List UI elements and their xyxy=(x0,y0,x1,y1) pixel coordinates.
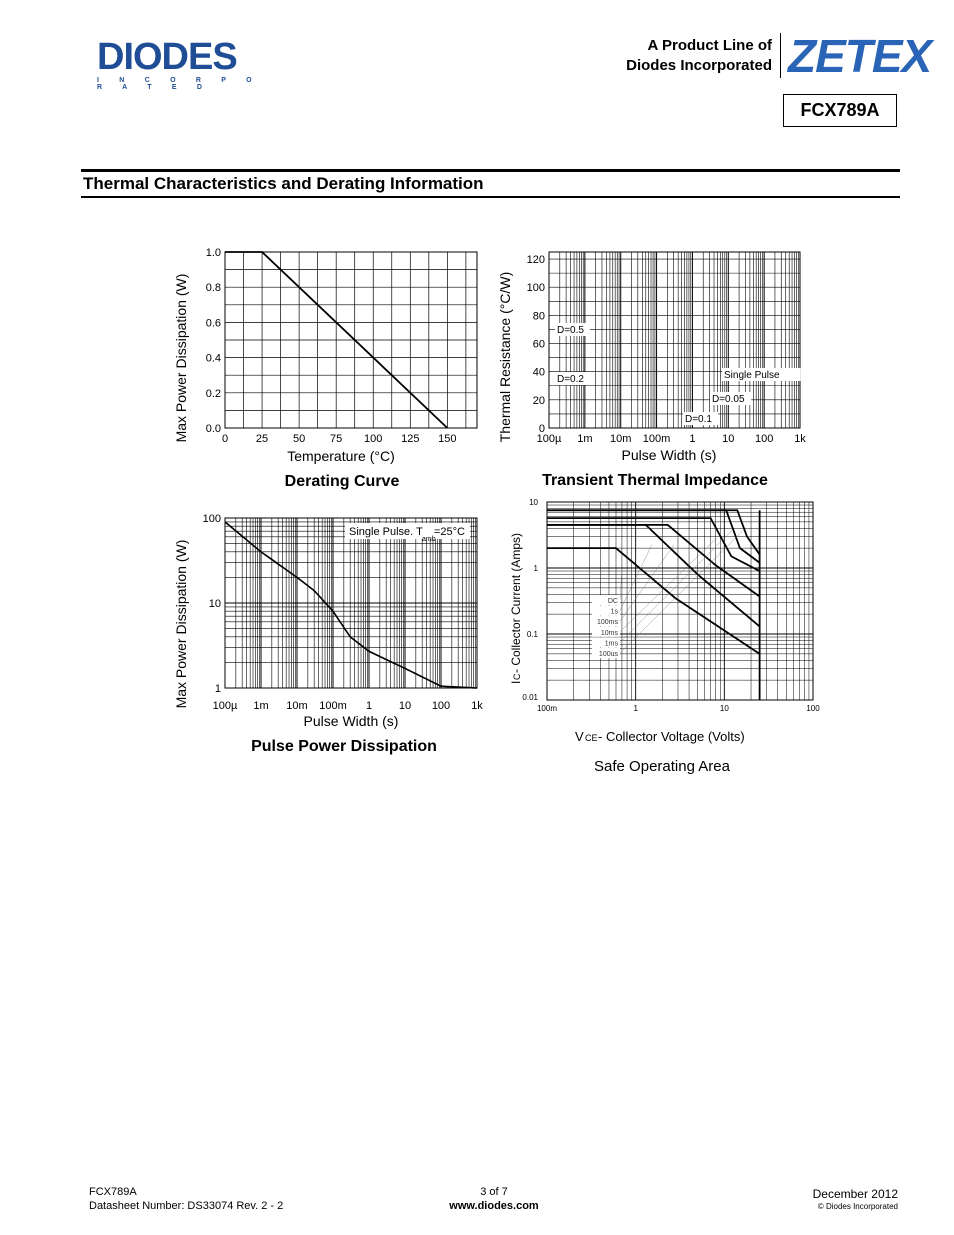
x-axis-label: Pulse Width (s) xyxy=(303,713,399,729)
y-tick-label: 40 xyxy=(532,366,545,379)
footer-url[interactable]: www.diodes.com xyxy=(449,1200,539,1212)
part-number-box: FCX789A xyxy=(783,94,897,127)
y-tick-label: 120 xyxy=(526,254,545,267)
chart-title: Pulse Power Dissipation xyxy=(251,738,437,755)
x-tick-label: 1m xyxy=(253,700,269,712)
x-axis-label: Temperature (°C) xyxy=(287,448,395,464)
x-axis-label-subscript: CE xyxy=(585,733,598,743)
annotation-tail: =25°C xyxy=(434,526,466,538)
footer-copyright: © Diodes Incorporated xyxy=(817,1202,898,1211)
x-tick-label: 1 xyxy=(633,704,638,713)
footer-page: 3 of 7 xyxy=(480,1186,508,1198)
x-tick-label: 100 xyxy=(754,433,774,445)
tagline-line2: Diodes Incorporated xyxy=(626,57,772,74)
y-axis-label: Max Power Dissipation (W) xyxy=(173,539,189,709)
series-label: D=0.2 xyxy=(557,374,584,385)
x-tick-label: 100 xyxy=(364,433,383,445)
section-title: Thermal Characteristics and Derating Information xyxy=(83,174,484,193)
x-tick-label: 10 xyxy=(398,700,412,712)
legend-leader-line xyxy=(620,538,717,632)
y-tick-label: 10 xyxy=(208,598,221,610)
x-tick-label: 150 xyxy=(438,433,457,445)
series-line xyxy=(547,525,760,627)
y-tick-label: 1 xyxy=(214,683,221,695)
diodes-logo-subtext: I N C O R P O R A T E D xyxy=(97,77,261,91)
pulse-power-dissipation-chart xyxy=(173,513,483,755)
x-tick-label: 100m xyxy=(642,433,671,445)
x-tick-label: 100m xyxy=(536,704,558,713)
transient-thermal-impedance-chart xyxy=(497,252,954,489)
series-line xyxy=(547,548,760,654)
x-tick-label: 100 xyxy=(431,700,451,712)
annotation-subscript: amb xyxy=(422,536,436,543)
x-tick-label: 50 xyxy=(292,433,306,445)
legend-leader-line xyxy=(620,545,674,621)
series-line xyxy=(547,525,760,597)
x-tick-label: 1 xyxy=(689,433,696,445)
series-label: D=0.05 xyxy=(712,394,745,405)
footer-date: December 2012 xyxy=(812,1187,898,1201)
y-tick-label: 1 xyxy=(533,564,538,573)
y-tick-label: 0.01 xyxy=(522,693,538,702)
y-tick-label: 0.8 xyxy=(205,282,221,295)
footer-datasheet: Datasheet Number: DS33074 Rev. 2 - 2 xyxy=(89,1200,284,1212)
legend-entry: 1s xyxy=(610,608,618,616)
x-tick-label: 10 xyxy=(719,704,729,713)
x-tick-label: 125 xyxy=(401,433,420,445)
y-tick-label: 0.2 xyxy=(205,387,221,400)
legend-entry: 10ms xyxy=(600,629,618,637)
legend-entry: 100us xyxy=(598,651,618,658)
y-tick-label: 0.6 xyxy=(205,317,221,330)
derating-curve-chart xyxy=(173,247,477,490)
y-axis-label: Max Power Dissipation (W) xyxy=(173,273,189,443)
y-tick-label: 0.1 xyxy=(526,630,538,639)
legend-entry: 100ms xyxy=(596,619,618,627)
x-tick-label: 25 xyxy=(255,433,269,445)
y-tick-label: 10 xyxy=(529,498,538,507)
chart-title: Safe Operating Area xyxy=(594,758,730,775)
legend-leader-line xyxy=(620,530,743,653)
x-tick-label: 10m xyxy=(286,700,308,712)
x-tick-label: 10 xyxy=(722,433,735,445)
y-axis-label: - Collector Current (Amps) xyxy=(509,532,523,673)
y-axis-label-subscript: C xyxy=(512,673,522,680)
x-tick-label: 0 xyxy=(221,433,229,445)
x-tick-label: 10m xyxy=(610,433,632,445)
y-tick-label: 80 xyxy=(532,310,545,323)
y-axis-label-prefix: I xyxy=(509,680,523,684)
y-tick-label: 1.0 xyxy=(205,247,221,259)
series-line xyxy=(547,518,760,571)
x-axis-label: Pulse Width (s) xyxy=(621,447,717,463)
chart-title: Transient Thermal Impedance xyxy=(542,472,768,489)
x-tick-label: 1k xyxy=(471,700,483,712)
footer-right xyxy=(813,1187,898,1212)
x-tick-label: 100µ xyxy=(536,433,562,445)
x-tick-label: 1 xyxy=(365,700,373,712)
y-axis-label-group xyxy=(509,533,523,684)
x-tick-label: 100µ xyxy=(212,700,238,712)
y-tick-label: 20 xyxy=(532,394,545,407)
series-label: D=0.5 xyxy=(557,325,584,336)
tagline-line1: A Product Line of xyxy=(647,37,772,54)
diodes-logo-text: DIODES xyxy=(97,36,237,78)
x-tick-label: 100m xyxy=(319,700,347,712)
series-label: Single Pulse xyxy=(724,370,780,381)
series-label: D=0.1 xyxy=(685,414,712,425)
legend-entry: DC xyxy=(607,598,618,605)
zetex-logo: ZETEX xyxy=(788,30,932,82)
x-axis-label-prefix: V xyxy=(575,729,584,744)
footer-left xyxy=(89,1185,283,1213)
safe-operating-area-chart xyxy=(509,498,820,775)
x-tick-label: 100 xyxy=(806,704,820,713)
x-tick-label: 1k xyxy=(794,433,806,445)
y-tick-label: 100 xyxy=(202,513,221,525)
annotation-text: Single Pulse. T xyxy=(349,526,423,538)
y-tick-label: 0.4 xyxy=(205,352,221,365)
footer-part: FCX789A xyxy=(89,1186,137,1198)
y-tick-label: 0.0 xyxy=(205,423,221,435)
legend-entry: 1ms xyxy=(604,640,618,648)
chart-title: Derating Curve xyxy=(284,473,400,490)
y-axis-label: Thermal Resistance (°C/W) xyxy=(497,271,513,443)
x-axis-label: - Collector Voltage (Volts) xyxy=(598,729,745,744)
footer-center xyxy=(394,1185,594,1213)
x-tick-label: 75 xyxy=(330,433,343,445)
x-tick-label: 1m xyxy=(577,433,593,445)
y-tick-label: 60 xyxy=(532,338,545,351)
y-tick-label: 0 xyxy=(538,423,545,435)
y-tick-label: 100 xyxy=(526,282,545,295)
